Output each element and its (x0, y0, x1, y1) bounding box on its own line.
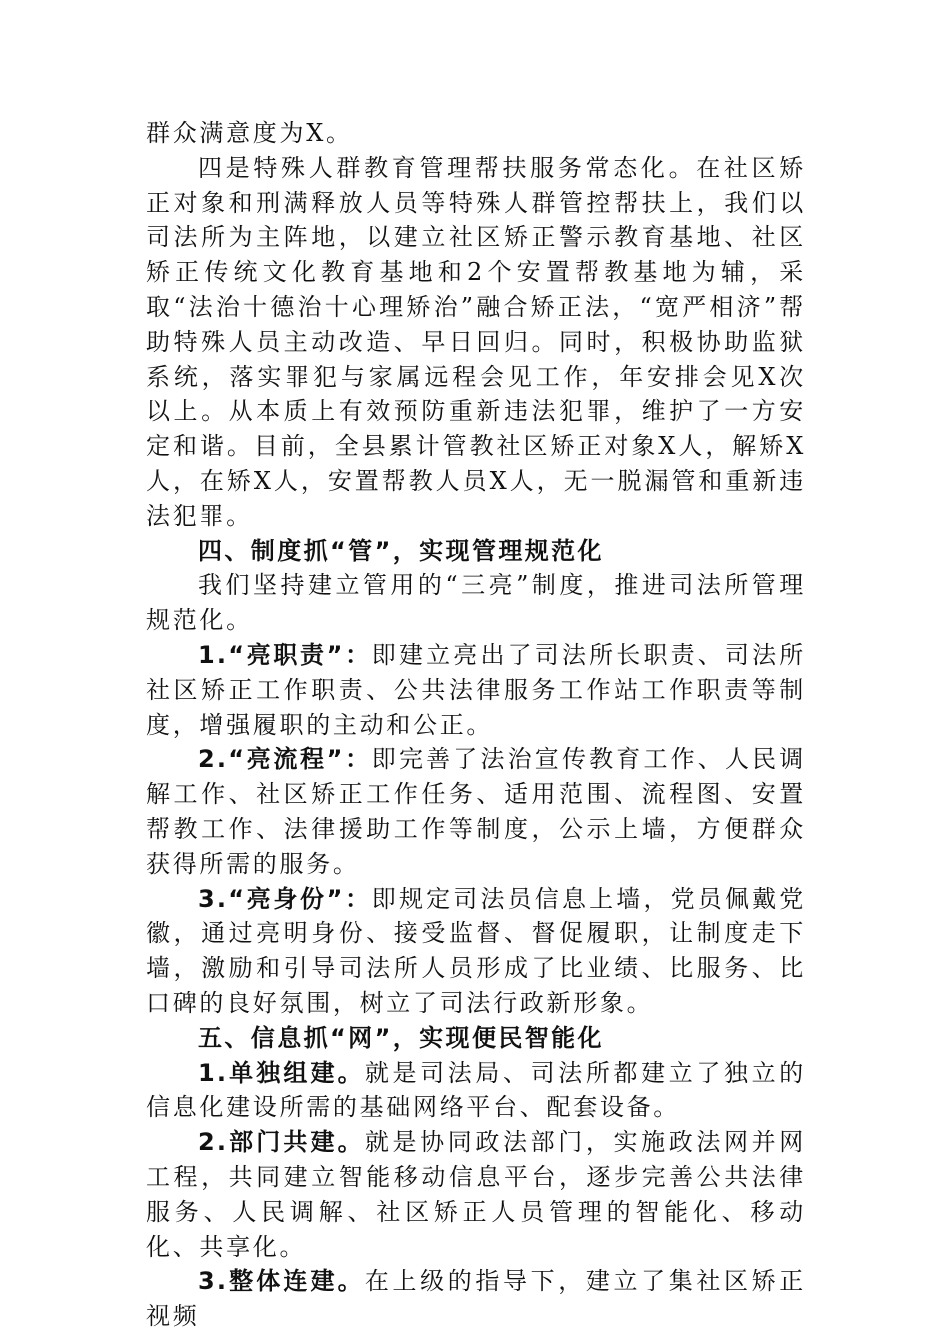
list-item-body: 即规定司法员信息上墙，党员佩戴党徽，通过亮明身份、接受监督、督促履职，让制度走下墙，激励和引导司法所人员形成了比业绩、比服务、比口碑的良好氛围，树立了司法行政新形象。 (146, 884, 807, 1017)
list-item-body: 就是协同政法部门，实施政法网并网工程，共同建立智能移动信息平台，逐步完善公共法律服务、人民调解、社区矫正人员管理的智能化、移动化、共享化。 (146, 1128, 806, 1261)
list-item-lead: 2.部门共建。 (198, 1128, 365, 1157)
paragraph-special-groups: 四是特殊人群教育管理帮扶服务常态化。在社区矫正对象和刑满释放人员等特殊人群管控帮扶上，我们以司法所为主阵地，以建立社区矫正警示教育基地、社区矫正传统文化教育基地和2个安置帮教基地为辅，采取“法治十德治十心理矫治”融合矫正法，“宽严相济”帮助特殊人员主动改造、早日回归。同时，积极协助监狱系统，落实罪犯与家属远程会见工作，年安排会见X次以上。从本质上有效预防重新违法犯罪，维护了一方安定和谐。目前，全县累计管教社区矫正对象X人，解矫X人，在矫X人，安置帮教人员X人，无一脱漏管和重新违法犯罪。 (146, 153, 806, 530)
list-item-lead: 3.整体连建。 (198, 1267, 365, 1296)
list-item-integrated-build (146, 1264, 806, 1334)
list-item-lead: 2.“亮流程”： (198, 745, 372, 774)
list-item-standalone-build (146, 1056, 806, 1126)
list-item-lead: 1.“亮职责”： (198, 640, 372, 669)
section-heading-5: 五、信息抓“网”，实现便民智能化 (198, 1023, 604, 1052)
list-item-body: 在上级的指导下，建立了集社区矫正视频 (146, 1267, 806, 1331)
list-item-body: 即完善了法治宣传教育工作、人民调解工作、社区矫正工作任务、适用范围、流程图、安置帮教工作、法律援助工作等制度，公示上墙，方便群众获得所需的服务。 (146, 745, 807, 878)
document-page (146, 116, 806, 1334)
list-item-lead: 1.单独组建。 (198, 1058, 365, 1087)
list-item-process (146, 742, 806, 881)
list-item-duties (146, 638, 806, 742)
paragraph-three-liang: 我们坚持建立管用的“三亮”制度，推进司法所管理规范化。 (146, 571, 806, 635)
list-item-identity (146, 882, 806, 1021)
paragraph-satisfaction: 群众满意度为X。 (146, 119, 353, 147)
section-heading-4: 四、制度抓“管”，实现管理规范化 (198, 536, 604, 565)
list-item-body: 就是司法局、司法所都建立了独立的信息化建设所需的基础网络平台、配套设备。 (146, 1058, 806, 1122)
list-item-body: 即建立亮出了司法所长职责、司法所社区矫正工作职责、公共法律服务工作站工作职责等制度，增强履职的主动和公正。 (146, 640, 807, 739)
list-item-lead: 3.“亮身份”： (198, 884, 372, 913)
list-item-joint-build (146, 1125, 806, 1264)
